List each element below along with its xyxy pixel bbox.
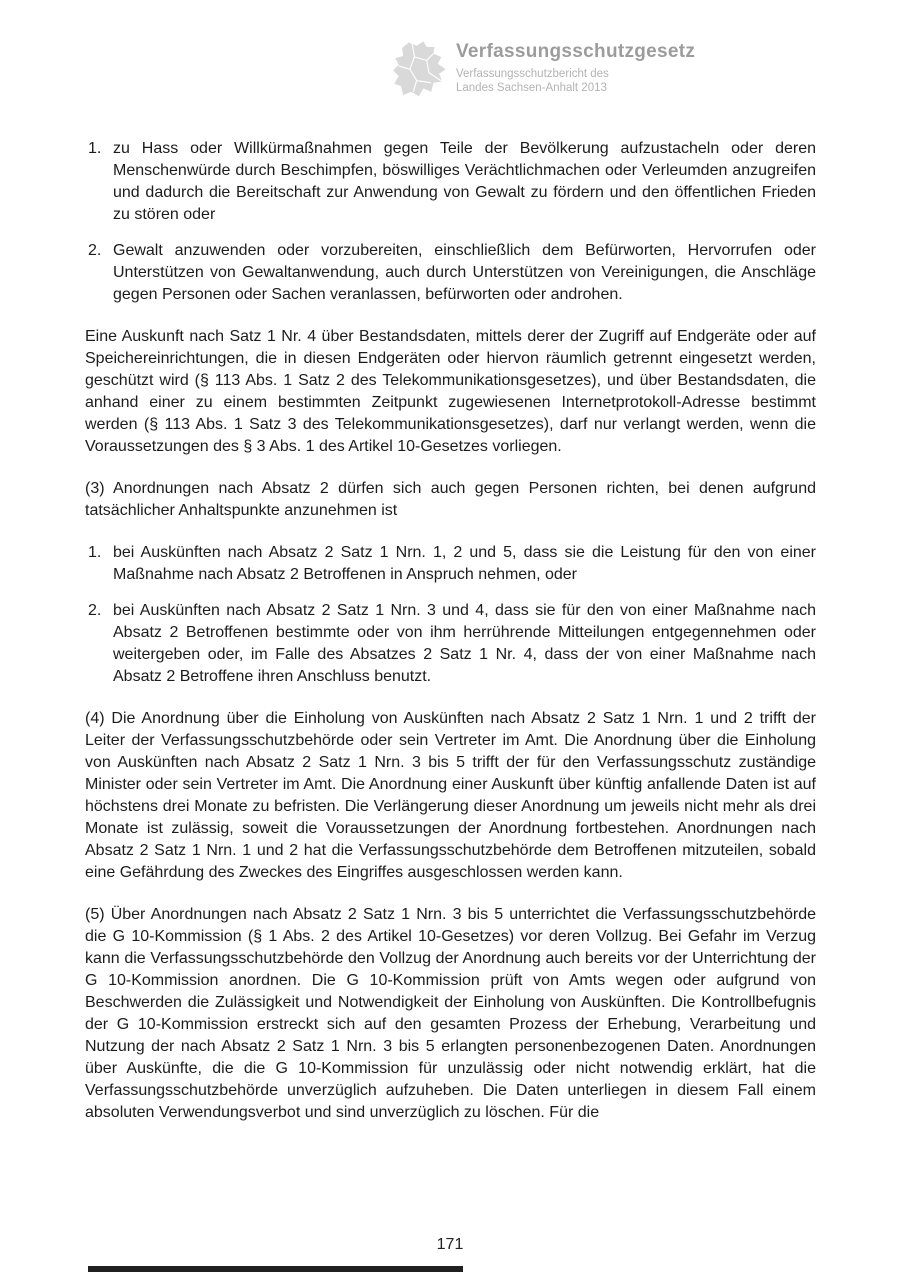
paragraph-absatz-3: (3) Anordnungen nach Absatz 2 dürfen sich auch gegen Personen richten, bei denen aufgrund tatsächlicher Anhaltspunkte anzunehmen ist (85, 480, 816, 519)
paragraph-absatz-4: (4) Die Anordnung über die Einholung von Auskünften nach Absatz 2 Satz 1 Nrn. 1 und 2 trifft der Leiter der Verfassungsschutzbehörde oder sein Vertreter im Amt. Die Anordnung über die Einholung von Auskünften nach Absatz 2 Satz 1 Nrn. 3 bis 5 trifft der für den Verfassungsschutz zuständige Minister oder sein Vertreter im Amt. Die Anordnung einer Auskunft über künftig anfallende Daten ist auf höchstens drei Monate zu befristen. Die Verlängerung dieser Anordnung um jeweils nicht mehr als drei Monate ist zulässig, soweit die Voraussetzungen der Anordnung fortbestehen. Anordnungen nach Absatz 2 Satz 1 Nrn. 1 und 2 hat die Verfassungsschutzbehörde dem Betroffenen mitzuteilen, sobald eine Gefährdung des Zweckes des Eingriffes ausgeschlossen werden kann. (85, 710, 816, 881)
list-item-number: 1. (88, 140, 102, 157)
document-subtitle-line1: Verfassungsschutzbericht des (456, 68, 609, 80)
list-item-text: bei Auskünften nach Absatz 2 Satz 1 Nrn. 3 und 4, dass sie für den von einer Maßnahme nach Absatz 2 Betroffenen bestimmte oder von ihm herrührende Mitteilungen entgegennehmen oder weitergeben oder, im Falle des Absatzes 2 Satz 1 Nr. 4, dass der von einer Maßnahme nach Absatz 2 Betroffene ihren Anschluss benutzt. (113, 602, 816, 685)
list-item-text: bei Auskünften nach Absatz 2 Satz 1 Nrn. 1, 2 und 5, dass sie die Leistung für den von einer Maßnahme nach Absatz 2 Betroffenen in Anspruch nehmen, oder (113, 544, 816, 583)
list-item-text: zu Hass oder Willkürmaßnahmen gegen Teile der Bevölkerung aufzustacheln oder deren Menschenwürde durch Beschimpfen, böswilliges Verächtlichmachen oder Verleumden anzugreifen und dadurch die Bereitschaft zur Anwendung von Gewalt zu fördern und den öffentlichen Frieden zu stören oder (113, 140, 816, 223)
list-item-number: 1. (88, 544, 102, 561)
list-item (85, 138, 816, 226)
document-subtitle-line2: Landes Sachsen-Anhalt 2013 (456, 82, 607, 94)
paragraph-auskunft: Eine Auskunft nach Satz 1 Nr. 4 über Bestandsdaten, mittels derer der Zugriff auf Endgeräte oder auf Speichereinrichtungen, die in diesen Endgeräten oder hiervon räumlich getrennt eingesetzt werden, geschützt wird (§ 113 Abs. 1 Satz 2 des Telekommunikationsgesetzes), und über Bestandsdaten, die anhand einer zu einem bestimmten Zeitpunkt zugewiesenen Internetprotokoll-Adresse bestimmt werden (§ 113 Abs. 1 Satz 3 des Telekommunikationsgesetzes), darf nur verlangt werden, wenn die Voraussetzungen des § 3 Abs. 1 des Artikel 10-Gesetzes vorliegen. (85, 328, 816, 455)
document-title: Verfassungsschutzgesetz (456, 41, 696, 62)
list-item-text: Gewalt anzuwenden oder vorzubereiten, einschließlich dem Befürworten, Hervorrufen oder Unterstützen von Gewaltanwendung, auch durch Unterstützen von Vereinigungen, die Anschläge gegen Personen oder Sachen veranlassen, befürworten oder androhen. (113, 242, 816, 303)
paragraph-absatz-5: (5) Über Anordnungen nach Absatz 2 Satz 1 Nrn. 3 bis 5 unterrichtet die Verfassungsschutzbehörde die G 10-Kommission (§ 1 Abs. 2 des Artikel 10-Gesetzes) vor deren Vollzug. Bei Gefahr im Verzug kann die Verfassungsschutzbehörde den Vollzug der Anordnung auch bereits vor der Unterrichtung der G 10-Kommission anordnen. Die G 10-Kommission prüft von Amts wegen oder aufgrund von Beschwerden die Zulässigkeit und Notwendigkeit der Einholung von Auskünften. Die Kontrollbefugnis der G 10-Kommission erstreckt sich auf den gesamten Prozess der Erhebung, Verarbeitung und Nutzung der nach Absatz 2 Satz 1 Nrn. 3 bis 5 erlangten personenbezogenen Daten. Anordnungen über Auskünfte, die die G 10-Kommission für unzulässig oder nicht notwendig erklärt, hat die Verfassungsschutzbehörde unverzüglich aufzuheben. Die Daten unterliegen in diesem Fall einem absoluten Verwendungsverbot und sind unverzüglich zu löschen. Für die (85, 906, 816, 1121)
list-item (85, 240, 816, 306)
list-item-number: 2. (88, 602, 102, 619)
page-bottom-edge-artifact (88, 1266, 463, 1272)
list-item (85, 600, 816, 688)
list-item-number: 2. (88, 242, 102, 259)
header-text-block (456, 40, 695, 95)
page-number: 171 (436, 1236, 464, 1253)
sachsen-anhalt-map-icon (392, 40, 448, 102)
document-header (392, 40, 695, 102)
document-body (85, 138, 816, 1124)
list-item (85, 542, 816, 586)
